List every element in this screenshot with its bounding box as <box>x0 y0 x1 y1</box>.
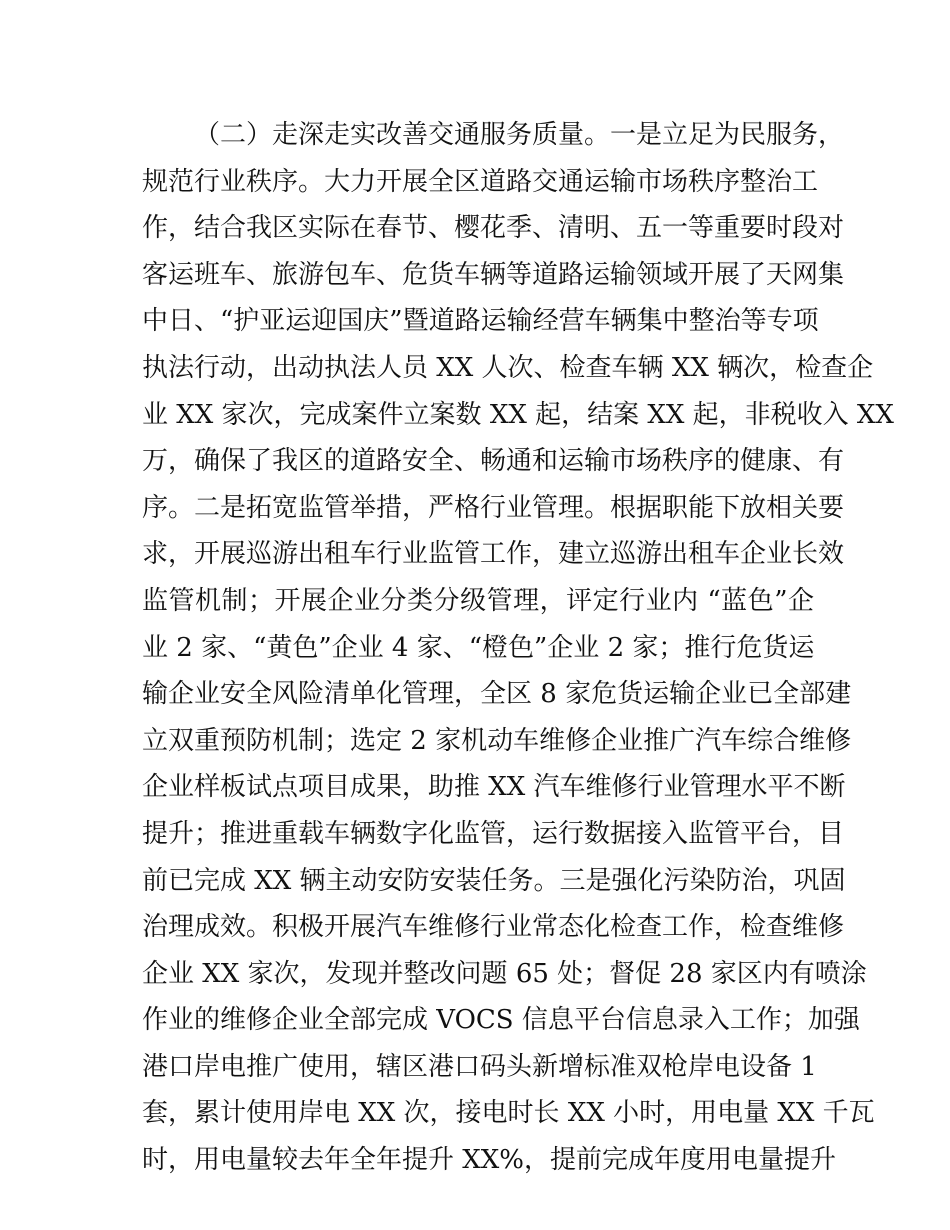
paragraph-line-7: 业 XX 家次，完成案件立案数 XX 起，结案 XX 起，非税收入 XX <box>142 399 894 430</box>
paragraph-line-22: 套，累计使用岸电 XX 次，接电时长 XX 小时，用电量 XX 千瓦 <box>142 1098 875 1129</box>
paragraph-line-9: 序。二是拓宽监管举措，严格行业管理。根据职能下放相关要 <box>142 492 845 523</box>
paragraph-line-18: 治理成效。积极开展汽车维修行业常态化检查工作，检查维修 <box>142 912 845 943</box>
paragraph-line-13: 输企业安全风险清单化管理，全区 8 家危货运输企业已全部建 <box>142 679 852 710</box>
paragraph-line-11: 监管机制；开展企业分类分级管理，评定行业内 “蓝色”企 <box>142 585 814 616</box>
paragraph-line-17: 前已完成 XX 辆主动安防安装任务。三是强化污染防治，巩固 <box>142 865 846 896</box>
paragraph-line-4: 客运班车、旅游包车、危货车辆等道路运输领域开展了天网集 <box>142 259 845 290</box>
paragraph-line-19: 企业 XX 家次，发现并整改问题 65 处；督促 28 家区内有喷涂 <box>142 958 867 989</box>
paragraph-line-5: 中日、“护亚运迎国庆”暨道路运输经营车辆集中整治等专项 <box>142 306 819 337</box>
paragraph-line-20: 作业的维修企业全部完成 VOCS 信息平台信息录入工作；加强 <box>142 1005 860 1036</box>
paragraph-line-8: 万，确保了我区的道路安全、畅通和运输市场秩序的健康、有 <box>142 446 845 477</box>
paragraph-line-6: 执法行动，出动执法人员 XX 人次、检查车辆 XX 辆次，检查企 <box>142 352 874 383</box>
paragraph-line-15: 企业样板试点项目成果，助推 XX 汽车维修行业管理水平不断 <box>142 772 846 803</box>
paragraph-line-3: 作，结合我区实际在春节、樱花季、清明、五一等重要时段对 <box>142 213 845 244</box>
paragraph-line-1: （二）走深走实改善交通服务质量。一是立足为民服务， <box>194 120 845 150</box>
paragraph-line-2: 规范行业秩序。大力开展全区道路交通运输市场秩序整治工 <box>142 166 819 197</box>
paragraph-line-23: 时，用电量较去年全年提升 XX%，提前完成年度用电量提升 <box>142 1145 836 1176</box>
paragraph-line-16: 提升；推进重载车辆数字化监管，运行数据接入监管平台，目 <box>142 818 845 849</box>
paragraph-line-10: 求，开展巡游出租车行业监管工作，建立巡游出租车企业长效 <box>142 539 845 570</box>
paragraph-line-14: 立双重预防机制；选定 2 家机动车维修企业推广汽车综合维修 <box>142 725 852 756</box>
body-paragraph <box>142 112 894 1184</box>
paragraph-line-21: 港口岸电推广使用，辖区港口码头新增标准双枪岸电设备 1 <box>142 1051 817 1082</box>
paragraph-line-12: 业 2 家、“黄色”企业 4 家、“橙色”企业 2 家；推行危货运 <box>142 632 815 663</box>
